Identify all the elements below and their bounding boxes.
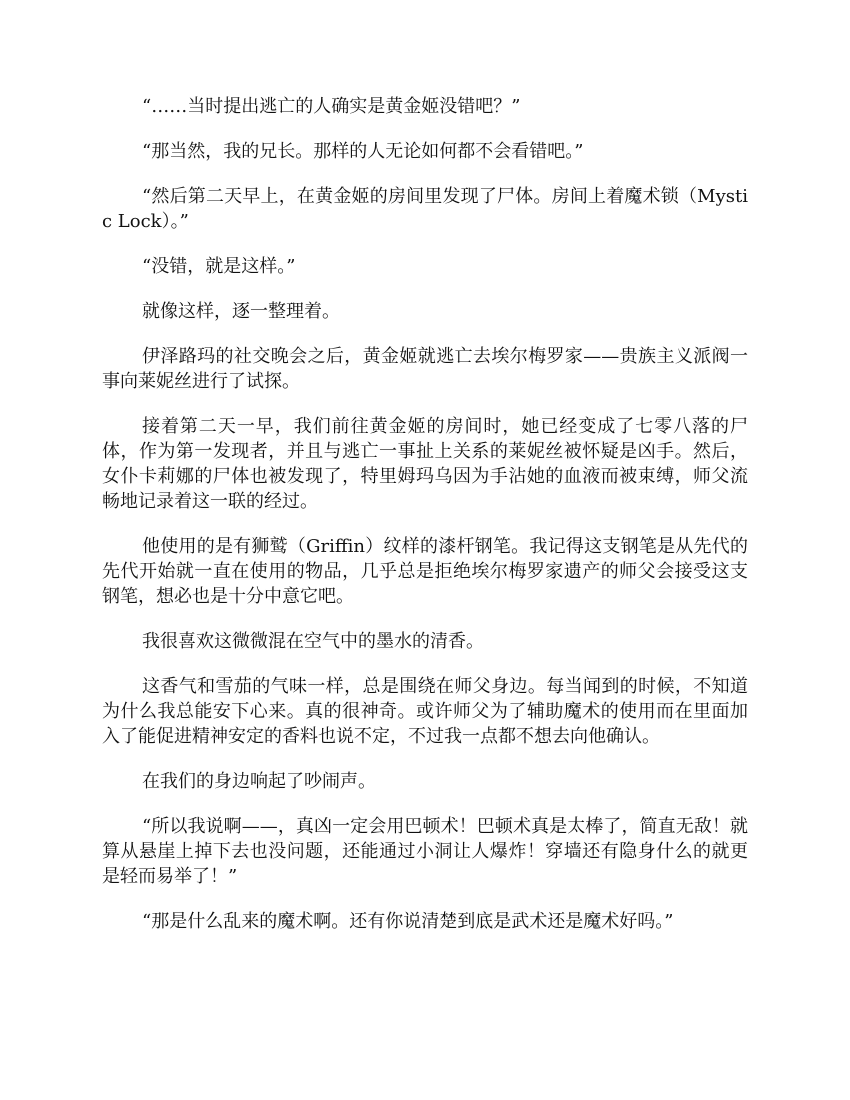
paragraph-5: 就像这样，逐一整理着。: [142, 301, 340, 322]
paragraph-9: 我很喜欢这微微混在空气中的墨水的清香。: [142, 631, 484, 652]
document-page: [102, 94, 748, 954]
paragraph-6: 伊泽路玛的社交晚会之后，黄金姬就逃亡去埃尔梅罗家——贵族主义派阀一事向莱妮丝进行了试探。: [102, 346, 748, 392]
paragraph-8: 他使用的是有狮鹫（Griffin）纹样的漆杆钢笔。我记得这支钢笔是从先代的先代开始就一直在使用的物品，几乎总是拒绝埃尔梅罗家遗产的师父会接受这支钢笔，想必也是十分中意它吧。: [102, 536, 748, 607]
paragraph-11: 在我们的身边响起了吵闹声。: [142, 771, 376, 792]
paragraph-10: 这香气和雪茄的气味一样，总是围绕在师父身边。每当闻到的时候，不知道为什么我总能安下心来。真的很神奇。或许师父为了辅助魔术的使用而在里面加入了能促进精神安定的香料也说不定，不过我一点都不想去向他确认。: [102, 676, 748, 747]
paragraph-2: “那当然，我的兄长。那样的人无论如何都不会看错吧。”: [142, 141, 584, 162]
paragraph-4: “没错，就是这样。”: [142, 256, 296, 277]
paragraph-1: “……当时提出逃亡的人确实是黄金姬没错吧？”: [142, 96, 521, 117]
paragraph-3: “然后第二天早上，在黄金姬的房间里发现了尸体。房间上着魔术锁（Mystic Lock）。”: [102, 186, 748, 232]
paragraph-12: “所以我说啊——，真凶一定会用巴顿术！巴顿术真是太棒了，简直无敌！就算从悬崖上掉下去也没问题，还能通过小洞让人爆炸！穿墙还有隐身什么的就更是轻而易举了！”: [102, 816, 748, 887]
paragraph-13: “那是什么乱来的魔术啊。还有你说清楚到底是武术还是魔术好吗。”: [142, 911, 674, 932]
paragraph-7: 接着第二天一早，我们前往黄金姬的房间时，她已经变成了七零八落的尸体，作为第一发现者，并且与逃亡一事扯上关系的莱妮丝被怀疑是凶手。然后，女仆卡莉娜的尸体也被发现了，特里姆玛乌因为手沾她的血液而被束缚，师父流畅地记录着这一联的经过。: [102, 416, 748, 512]
